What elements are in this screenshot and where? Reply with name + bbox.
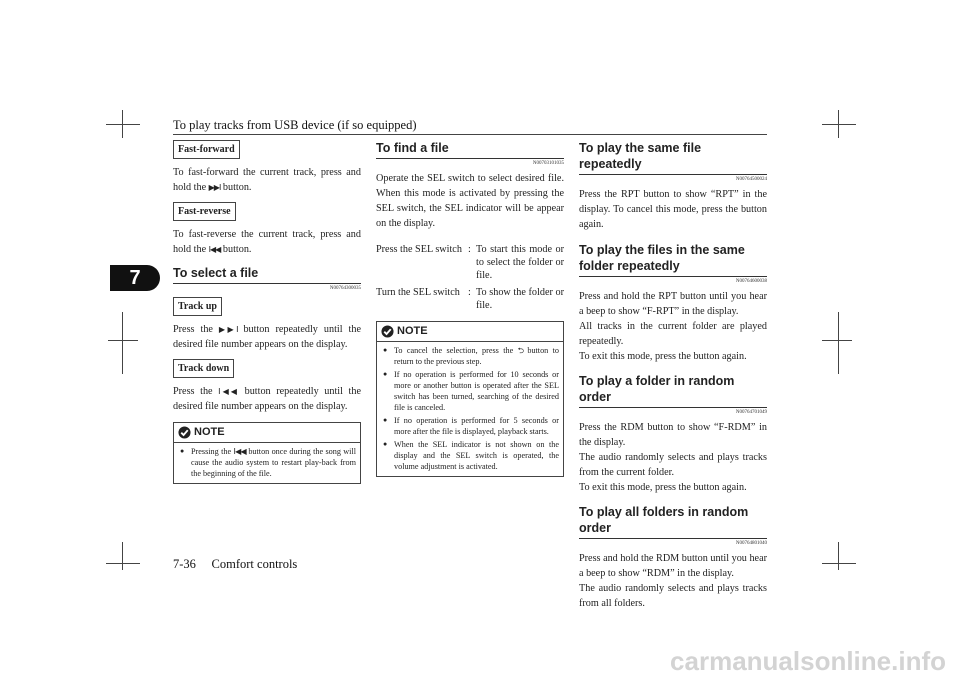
track-up-heading: Track up <box>173 297 222 316</box>
chapter-tab: 7 <box>110 265 160 291</box>
check-icon <box>381 325 394 338</box>
crop-mark <box>822 340 852 341</box>
column-2 <box>376 140 564 477</box>
crop-mark <box>122 542 123 570</box>
same-file-text: Press the RPT button to show “RPT” in the display. To cancel this mode, press the button again. <box>579 189 767 230</box>
fast-reverse-heading: Fast-reverse <box>173 202 236 221</box>
page-header: To play tracks from USB device (if so equipped) <box>173 118 417 132</box>
def-desc: To start this mode or to select the folder or file. <box>476 244 564 281</box>
fast-forward-text: To fast-forward the current track, press and hold the ▶▶I button. <box>173 167 361 193</box>
fast-forward-icon: ▶▶I <box>208 183 221 192</box>
crop-mark <box>108 340 138 341</box>
crop-mark <box>106 124 140 125</box>
folder-repeat-title: To play the files in the same folder repeatedly <box>579 242 767 277</box>
find-file-code: N00703101035 <box>532 161 564 166</box>
section-name: Comfort controls <box>211 557 298 571</box>
crop-mark <box>106 563 140 564</box>
random-folder-code: N00764701049 <box>735 410 767 415</box>
crop-mark <box>122 312 123 374</box>
random-all-code: N00764801040 <box>735 541 767 546</box>
note-item: ● If no operation is performed for 10 seconds or more or another button is operated after the SEL switch has been turned, searching of the desired file is canceled. <box>381 369 559 413</box>
page-footer <box>173 557 297 572</box>
def-term: Turn the SEL switch <box>376 287 460 298</box>
previous-track-icon: I◀◀ <box>218 387 239 396</box>
random-folder-title: To play a folder in random order <box>579 373 767 408</box>
note-item: ● If no operation is performed for 5 seconds or more after the file is displayed, playback starts. <box>381 415 559 437</box>
folder-repeat-code: N00764600038 <box>735 279 767 284</box>
back-icon: ⮌ <box>517 346 523 355</box>
random-all-title: To play all folders in random order <box>579 504 767 539</box>
folder-repeat-text: All tracks in the current folder are played repeatedly. <box>579 321 767 347</box>
random-folder-text: To exit this mode, press the button again. <box>579 482 747 493</box>
definition-list: Press the SEL switch : To start this mode or to select the folder or file. Turn the SEL switch : To show the folder or file. <box>376 244 564 311</box>
column-1 <box>173 140 361 484</box>
fast-forward-icon: ▶▶I <box>218 325 238 334</box>
note-item: ● To cancel the selection, press the ⮌ button to return to the previous step. <box>381 345 559 367</box>
select-file-title: To select a file <box>173 265 361 284</box>
def-desc: To show the folder or file. <box>476 287 564 311</box>
note-item: ● When the SEL indicator is not shown on the display and the SEL switch is operated, the volume adjustment is activated. <box>381 439 559 472</box>
note-label: NOTE <box>194 426 225 438</box>
watermark: carmanualsonline.info <box>670 646 946 676</box>
crop-mark <box>822 563 856 564</box>
random-folder-text: The audio randomly selects and plays tracks from the current folder. <box>579 452 767 478</box>
crop-mark <box>822 124 856 125</box>
folder-repeat-text: Press and hold the RPT button until you hear a beep to show “F-RPT” in the display. <box>579 291 767 317</box>
same-file-title: To play the same file repeatedly <box>579 140 767 175</box>
fast-forward-heading: Fast-forward <box>173 140 240 159</box>
def-term: Press the SEL switch <box>376 244 462 255</box>
track-up-text: Press the ▶▶I button repeatedly until the desired file number appears on the display. <box>173 324 361 350</box>
fast-reverse-text: To fast-reverse the current track, press and hold the I◀◀ button. <box>173 229 361 255</box>
note-box <box>376 321 564 477</box>
note-header <box>377 322 563 342</box>
page-number: 7-36 <box>173 557 196 571</box>
check-icon <box>178 426 191 439</box>
random-folder-text: Press the RDM button to show “F-RDM” in the display. <box>579 422 767 448</box>
previous-track-icon: I◀◀ <box>208 245 221 254</box>
same-file-code: N00764500024 <box>735 177 767 182</box>
note-item: ● Pressing the I◀◀ button once during the song will cause the audio system to restart play-back from the beginning of the file. <box>178 446 356 479</box>
track-down-heading: Track down <box>173 359 234 378</box>
crop-mark <box>838 542 839 570</box>
random-all-text: The audio randomly selects and plays tracks from all folders. <box>579 583 767 609</box>
crop-mark <box>838 312 839 374</box>
select-file-code: N00764300035 <box>329 286 361 291</box>
note-label: NOTE <box>397 325 428 337</box>
note-box <box>173 422 361 484</box>
note-header <box>174 423 360 443</box>
track-down-text: Press the I◀◀ button repeatedly until the desired file number appears on the display. <box>173 386 361 412</box>
find-file-intro: Operate the SEL switch to select desired file. When this mode is activated by pressing the SEL switch, the SEL indicator will be appear on the display. <box>376 173 564 229</box>
column-3 <box>579 140 767 611</box>
folder-repeat-text: To exit this mode, press the button again. <box>579 351 747 362</box>
random-all-text: Press and hold the RDM button until you hear a beep to show “RDM” in the display. <box>579 553 767 579</box>
header-rule <box>173 134 767 135</box>
find-file-title: To find a file <box>376 140 564 159</box>
previous-track-icon: I◀◀ <box>233 447 246 456</box>
